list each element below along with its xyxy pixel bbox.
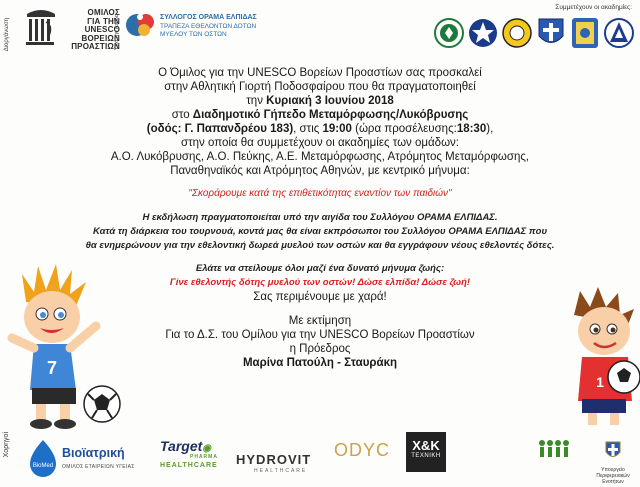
club-badge-icon [434,16,464,50]
cartoon-kid-right-icon [560,285,640,435]
academies-intro: στην οποία θα συμμετέχουν οι ακαδημίες των ομάδων: [180,137,459,149]
event-address: (οδός: Γ. Παπανδρέου 183) [146,123,294,135]
sponsor-hydrovit [236,432,324,484]
aegis-note: Η εκδήλωση πραγματοποιείται υπό την αιγίδα του Συλλόγου ΟΡΑΜΑ ΕΛΠΙΔΑΣ. [142,212,498,223]
sponsor-ministry [588,440,638,487]
bioiatriki-logo-icon [26,438,60,480]
aegis-label: Υπό την Αιγίδα [114,14,120,51]
arrival-time: 18:30 [456,123,487,135]
greek-emblem-icon [603,440,623,462]
target-sub1: PHARMA [190,454,218,460]
orama-elpidas-logo-icon [124,8,158,42]
call-to-action-red: Γίνε εθελοντής δότης μυελού των οστών! Δώσε ελπίδα! Δώσε ζωή! [169,277,471,288]
intro-line: Ο Όμιλος για την UNESCO Βορείων Προαστίων σας προσκαλεί [158,67,482,79]
call-to-action: Ελάτε να στείλουμε όλοι μαζί ένα δυνατό μήνυμα ζωής: [195,263,445,274]
invitation-text [80,66,560,370]
signature-greeting: Με εκτίμηση [288,315,352,327]
target-sub2: HEALTHCARE [160,462,218,469]
kid-right-number: 1 [596,374,604,390]
unesco-column-logo-icon [24,8,58,48]
signature-board: Για το Δ.Σ. του Ομίλου για την UNESCO Βορείων Προαστίων [165,329,475,341]
sponsors-label: Χορηγοί [3,432,10,458]
xk-logo [406,432,446,472]
bioiatriki-sub: ΟΜΙΛΟΣ ΕΤΑΙΡΕΙΩΝ ΥΓΕΙΑΣ [62,464,135,470]
sponsor-target [160,432,232,484]
target-mark-icon: ◉ [202,443,212,454]
target-name: Target [160,438,203,454]
academy-badges [434,16,634,52]
club-badge-icon [502,16,532,50]
xk-name: X&K [412,438,440,453]
hydrovit-sub: HEALTHCARE [254,468,308,474]
club-badge-icon [570,16,600,50]
bioiatriki-name: Βιοϊατρική [62,446,125,460]
kid-left-number: 7 [46,358,58,378]
organizer-side-label: Διοργάνωση [4,18,10,52]
people-logo-icon [537,438,573,460]
academies-list: Α.Ο. Λυκόβρυσης, Α.Ο. Πεύκης, Α.Ε. Μεταμόρφωσης, Ατρόμητος Μεταμόρφωσης, [110,151,530,163]
ministry-name: Υπουργείο Περιφερειακών Ενοτήτων [596,467,630,485]
closing-line: Σας περιμένουμε με χαρά! [253,291,387,303]
sponsor-bioiatriki [26,432,146,484]
header [0,0,640,62]
aegis-note: θα ενημερώνουν για την εθελοντική δωρεά μυελού των οστών και θα εγγράφουν νέους εθελοντές δότες. [85,240,555,251]
xk-sub: ΤΕΧΝΙΚΗ [411,453,441,459]
odyc-name: ODYC [334,440,391,460]
event-date: Κυριακή 3 Ιουνίου 2018 [266,95,394,107]
partner-name: ΣΥΛΛΟΓΟΣ ΟΡΑΜΑ ΕΛΠΙΔΑΣ ΤΡΑΠΕΖΑ ΕΘΕΛΟΝΤΩΝ ΔΟΤΩΝ ΜΥΕΛΟΥ ΤΩΝ ΟΣΤΩΝ [160,14,257,38]
central-slogan: "Σκοράρουμε κατά της επιθετικότητας εναντίον των παιδιών" [188,188,452,199]
hydrovit-name: HYDROVIT [236,452,312,467]
organizer-name: ΟΜΙΛΟΣ ΓΙΑ ΤΗΝ UNESCO ΒΟΡΕΙΩΝ ΠΡΟΑΣΤΙΩΝ [71,8,120,51]
academies-label: Συμμετέχουν οι ακαδημίες: [555,4,632,11]
club-badge-icon [468,16,498,50]
bio-badge-text: BioMed [32,463,54,469]
club-badge-icon [604,16,634,50]
date-line: την Κυριακή 3 Ιουνίου 2018 [246,95,394,107]
academies-list: Παναθηναϊκός και Ατρόμητος Αθηνών, με κεντρικό μήνυμα: [170,165,470,177]
signature-role: η Πρόεδρος [289,343,351,355]
sponsor-gymnastic-logo [528,438,582,487]
aegis-note: Κατά τη διάρκεια του τουρνουά, κοντά μας θα είναι εκπρόσωποι του Συλλόγου ΟΡΑΜΑ ΕΛΠΙΔΑΣ που [92,226,548,237]
sponsor-xk-techniki [406,432,450,484]
venue-line: στο Διαδημοτικό Γήπεδο Μεταμόρφωσης/Λυκόβρυσης [171,109,469,121]
sponsor-odyc [334,432,394,484]
signature-name: Μαρίνα Πατούλη - Σταυράκη [242,357,398,369]
club-badge-icon [536,16,566,50]
event-venue: Διαδημοτικό Γήπεδο Μεταμόρφωσης/Λυκόβρυσης [192,109,469,121]
event-time: 19:00 [322,123,352,135]
intro-line: στην Αθλητική Γιορτή Ποδοσφαίρου που θα πραγματοποιηθεί [164,81,476,93]
cartoon-kid-left-icon [4,262,124,432]
address-line: (οδός: Γ. Παπανδρέου 183), στις 19:00 (ώρα προσέλευσης:18:30), [146,123,494,135]
